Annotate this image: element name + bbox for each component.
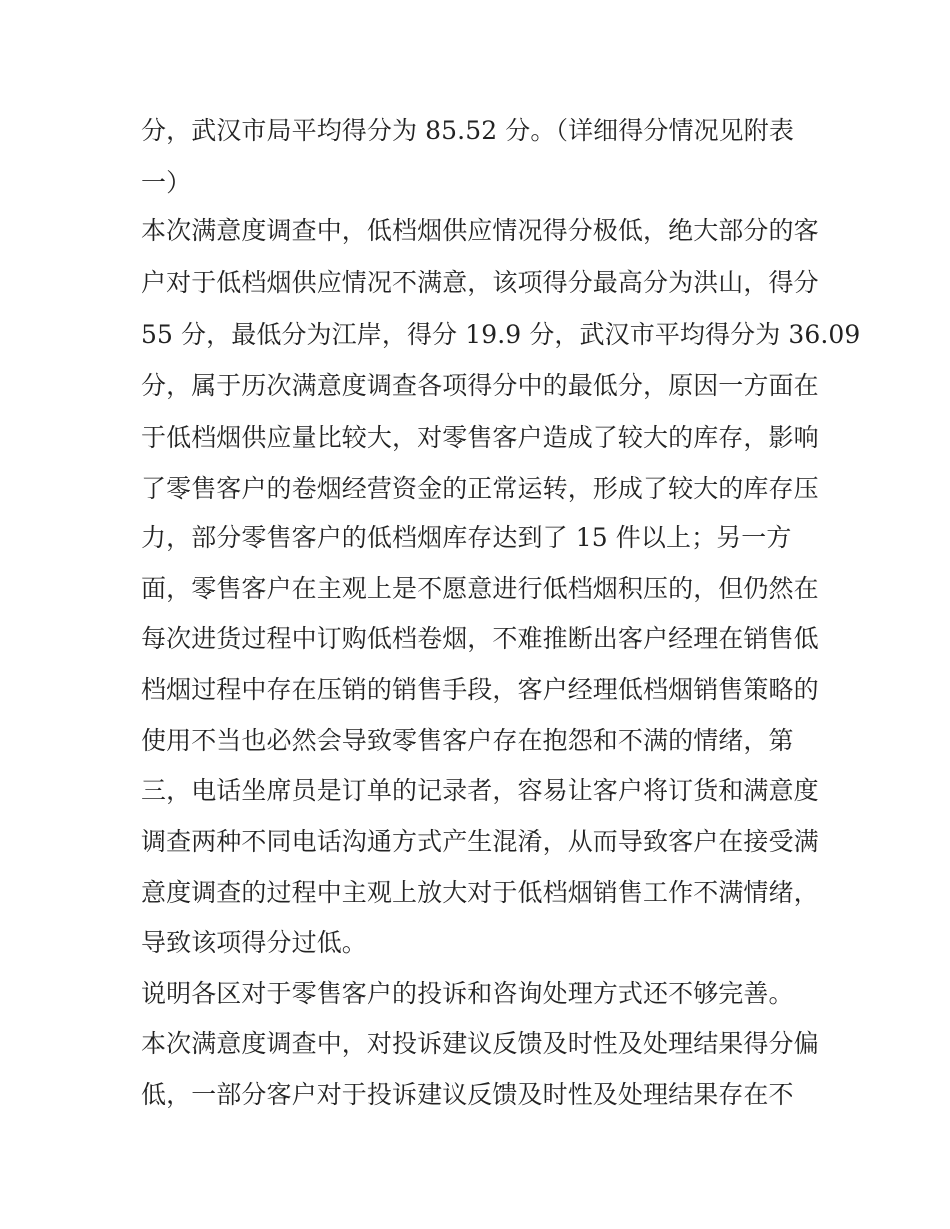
paragraph-line: 一） — [141, 168, 192, 197]
paragraph-line: 档烟过程中存在压销的销售手段，客户经理低档烟销售策略的 — [141, 675, 819, 704]
paragraph-line: 户对于低档烟供应情况不满意，该项得分最高分为洪山，得分 — [141, 268, 819, 297]
paragraph-line: 面，零售客户在主观上是不愿意进行低档烟积压的，但仍然在 — [141, 574, 819, 603]
paragraph-line: 导致该项得分过低。 — [141, 928, 367, 957]
paragraph-line: 力，部分零售客户的低档烟库存达到了 15 件以上；另一方 — [141, 523, 792, 552]
paragraph-line: 分，武汉市局平均得分为 85.52 分。（详细得分情况见附表 — [141, 116, 794, 145]
paragraph-line: 本次满意度调查中，低档烟供应情况得分极低，绝大部分的客 — [141, 216, 819, 245]
paragraph-line: 使用不当也必然会导致零售客户存在抱怨和不满的情绪，第 — [141, 726, 794, 755]
paragraph-line: 分，属于历次满意度调查各项得分中的最低分，原因一方面在 — [141, 371, 819, 400]
paragraph-line: 55 分，最低分为江岸，得分 19.9 分，武汉市平均得分为 36.09 — [141, 320, 861, 349]
paragraph-line: 低，一部分客户对于投诉建议反馈及时性及处理结果存在不 — [141, 1080, 794, 1109]
paragraph-line: 调查两种不同电话沟通方式产生混淆，从而导致客户在接受满 — [141, 827, 819, 856]
paragraph-line: 每次进货过程中订购低档卷烟，不难推断出客户经理在销售低 — [141, 624, 819, 653]
paragraph-line: 了零售客户的卷烟经营资金的正常运转，形成了较大的库存压 — [141, 474, 819, 503]
paragraph-line: 于低档烟供应量比较大，对零售客户造成了较大的库存，影响 — [141, 423, 819, 452]
paragraph-line: 本次满意度调查中，对投诉建议反馈及时性及处理结果得分偏 — [141, 1029, 819, 1058]
paragraph-line: 三，电话坐席员是订单的记录者，容易让客户将订货和满意度 — [141, 776, 819, 805]
paragraph-line: 说明各区对于零售客户的投诉和咨询处理方式还不够完善。 — [141, 979, 794, 1008]
paragraph-line: 意度调查的过程中主观上放大对于低档烟销售工作不满情绪， — [141, 878, 819, 907]
